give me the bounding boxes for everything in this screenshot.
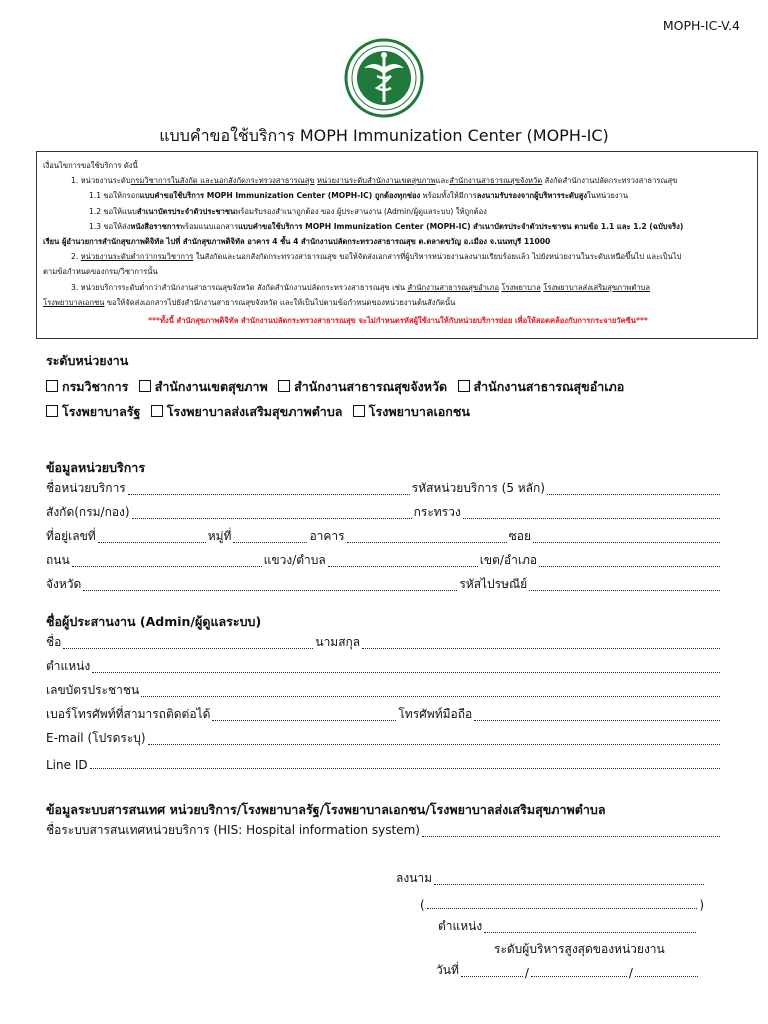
subdistrict-label: แขวง/ตำบล <box>263 553 326 567</box>
unit-code-label: รหัสหน่วยบริการ (5 หลัก) <box>411 481 545 495</box>
affiliation-field[interactable] <box>132 518 412 519</box>
page-title: แบบคำขอใช้บริการ MOPH Immunization Center (MOPH-IC) <box>159 126 609 145</box>
building-field[interactable] <box>347 542 507 543</box>
condition-1-3-address: เรียน ผู้อำนวยการสำนักสุขภาพดิจิทัล ไปที่ สำนักสุขภาพดิจิทัล อาคาร 4 ชั้น 4 สำนักงานปลัดกระทรวงสาธารณสุข ต.ตลาดขวัญ อ.เมือง จ.นนทบุรี 11000 <box>43 237 551 247</box>
email-label: E-mail (โปรดระบุ) <box>46 731 146 745</box>
date-year-field[interactable] <box>635 976 698 977</box>
admin-phone-row <box>46 706 722 724</box>
sign-label: ลงนาม <box>396 871 433 885</box>
condition-1-3: 1.3 ขอให้ส่งหนังสือราชการพร้อมแนบเอกสารแบบคำขอใช้บริการ MOPH Immunization Center (MOPH-IC) สำเนาบัตรประจำตัวประชาชน ตามข้อ 1.1 และ 1.2 (ฉบับจริง) <box>89 221 684 231</box>
subdistrict-field[interactable] <box>328 566 478 567</box>
moo-label: หมู่ที่ <box>207 529 232 543</box>
signature-field[interactable] <box>434 884 704 885</box>
option-private-hospital[interactable]: โรงพยาบาลเอกชน <box>353 404 470 419</box>
mobile-label: โทรศัพท์มือถือ <box>398 707 473 721</box>
date-label: วันที่ <box>436 963 459 977</box>
postal-field[interactable] <box>529 590 720 591</box>
id-card-field[interactable] <box>141 696 720 697</box>
district-field[interactable] <box>539 566 720 567</box>
signature-row <box>396 870 706 888</box>
paren-close: ) <box>699 898 704 912</box>
option-health-region[interactable]: สำนักงานเขตสุขภาพ <box>139 379 268 394</box>
phone-field[interactable] <box>212 720 396 721</box>
email-field[interactable] <box>148 744 720 745</box>
id-card-label: เลขบัตรประชาชน <box>46 683 140 697</box>
checkbox[interactable] <box>353 405 365 417</box>
date-row <box>436 962 700 980</box>
date-slash-2: / <box>628 966 633 980</box>
district-label: เขต/อำเภอ <box>479 553 538 567</box>
province-field[interactable] <box>83 590 457 591</box>
condition-1-1: 1.1 ขอให้กรอกแบบคำขอใช้บริการ MOPH Immunization Center (MOPH-IC) ถูกต้องทุกช่อง พร้อมทั้งให้มีการลงนามรับรองจากผู้บริหารระดับสูงในหน่วยงาน <box>89 191 629 201</box>
last-name-field[interactable] <box>362 648 720 649</box>
admin-info-heading: ชื่อผู้ประสานงาน (Admin/ผู้ดูแลระบบ) <box>46 614 262 629</box>
unit-code-field[interactable] <box>547 494 720 495</box>
checkbox[interactable] <box>139 380 151 392</box>
road-field[interactable] <box>72 566 262 567</box>
condition-1-2: 1.2 ขอให้แนบสำเนาบัตรประจำตัวประชาชนพร้อมรับรองสำเนาถูกต้อง ของ ผู้ประสานงาน (Admin/ผู้ดูแลระบบ) ให้ถูกต้อง <box>89 206 487 216</box>
checkbox[interactable] <box>46 405 58 417</box>
agency-level-heading: ระดับหน่วยงาน <box>46 353 129 368</box>
admin-id-row <box>46 682 722 700</box>
ministry-field[interactable] <box>463 518 720 519</box>
document-code: MOPH-IC-V.4 <box>662 18 740 33</box>
signer-position-label: ตำแหน่ง <box>438 919 483 933</box>
option-academic-dept[interactable]: กรมวิชาการ <box>46 379 128 394</box>
signer-position-field[interactable] <box>484 932 696 933</box>
checkbox[interactable] <box>278 380 290 392</box>
date-slash-1: / <box>524 966 529 980</box>
printed-name-field[interactable] <box>427 908 698 909</box>
agency-level-row-1 <box>46 377 630 397</box>
option-public-hospital[interactable]: โรงพยาบาลรัฐ <box>46 404 140 419</box>
condition-1: 1. หน่วยงานระดับกรมวิชาการในสังกัด และนอกสังกัดกระทรวงสาธารณสุข หน่วยงานระดับสำนักงานเขตสุขภาพและสำนักงานสาธารณสุขจังหวัด สังกัดสำนักงานปลัดกระทรวงสาธารณสุข <box>71 176 678 186</box>
affiliation-label: สังกัด(กรม/กอง) <box>46 505 130 519</box>
option-district-health[interactable]: สำนักงานสาธารณสุขอำเภอ <box>458 379 625 394</box>
road-label: ถนน <box>46 553 70 567</box>
checkbox[interactable] <box>458 380 470 392</box>
moph-seal-logo <box>344 38 424 118</box>
executive-caption: ระดับผู้บริหารสูงสุดของหน่วยงาน <box>494 942 665 956</box>
signer-position-row <box>438 918 698 936</box>
phone-label: เบอร์โทรศัพท์ที่สามารถติดต่อได้ <box>46 707 211 721</box>
moo-field[interactable] <box>233 542 307 543</box>
unit-info-heading: ข้อมูลหน่วยบริการ <box>46 460 146 475</box>
first-name-field[interactable] <box>63 648 313 649</box>
last-name-label: นามสกุล <box>315 635 361 649</box>
date-day-field[interactable] <box>461 976 523 977</box>
conditions-heading: เงื่อนไขการขอใช้บริการ ดังนี้ <box>43 161 138 170</box>
his-name-field[interactable] <box>422 836 720 837</box>
first-name-label: ชื่อ <box>46 635 62 649</box>
affiliation-row <box>46 504 722 522</box>
checkbox[interactable] <box>151 405 163 417</box>
printed-name-row <box>420 894 704 912</box>
checkbox[interactable] <box>46 380 58 392</box>
soi-field[interactable] <box>533 542 720 543</box>
condition-3: 3. หน่วยบริการระดับต่ำกว่าสำนักงานสาธารณสุขจังหวัด สังกัดสำนักงานปลัดกระทรวงสาธารณสุข เช่น สำนักงานสาธารณสุขอำเภอ โรงพยาบาล โรงพยาบาลส่งเสริมสุขภาพตำบล <box>71 282 650 292</box>
province-row <box>46 576 722 594</box>
condition-2: 2. หน่วยงานระดับต่ำกว่ากรมวิชาการ ในสังกัดและนอกสังกัดกระทรวงสาธารณสุข ขอให้จัดส่งเอกสารที่ผู้บริหารหน่วยงานลงนามเรียบร้อยแล้ว ไปยังหน่วยงานในระดับเหนือขึ้นไป และเป็นไป <box>71 252 682 262</box>
condition-3-cont: โรงพยาบาลเอกชน ขอให้จัดส่งเอกสารไปยังสำนักงานสาธารณสุขจังหวัด และให้เป็นไปตามข้อกำหนดของหน่วยงานต้นสังกัดนั้น <box>43 297 456 307</box>
position-label: ตำแหน่ง <box>46 659 91 673</box>
ministry-label: กระทรวง <box>413 505 461 519</box>
important-note: ***ทั้งนี้ สำนักสุขภาพดิจิทัล สำนักงานปลัดกระทรวงสาธารณสุข จะไม่กำหนดรหัสผู้ใช้งานให้กับหน่วยบริการย่อย เพื่อให้สอดคล้องกับการกระจายวัคซีน*** <box>148 316 648 326</box>
his-name-row <box>46 822 722 840</box>
soi-label: ซอย <box>508 529 531 543</box>
road-row <box>46 552 722 570</box>
admin-position-row <box>46 658 722 676</box>
his-info-heading: ข้อมูลระบบสารสนเทศ หน่วยบริการ/โรงพยาบาลรัฐ/โรงพยาบาลเอกชน/โรงพยาบาลส่งเสริมสุขภาพตำบล <box>46 802 606 817</box>
admin-name-row <box>46 634 722 652</box>
position-field[interactable] <box>92 672 720 673</box>
postal-label: รหัสไปรษณีย์ <box>459 577 528 591</box>
condition-2-cont: ตามข้อกำหนดของกรม/วิชาการนั้น <box>43 267 158 277</box>
conditions-box <box>36 151 758 339</box>
his-name-label: ชื่อระบบสารสนเทศหน่วยบริการ (HIS: Hospital information system) <box>46 823 420 837</box>
address-no-field[interactable] <box>98 542 206 543</box>
agency-level-row-2 <box>46 402 476 422</box>
date-month-field[interactable] <box>531 976 627 977</box>
unit-name-row <box>46 480 722 498</box>
mobile-field[interactable] <box>474 720 720 721</box>
address-no-label: ที่อยู่เลขที่ <box>46 529 96 543</box>
option-sub-district-hospital[interactable]: โรงพยาบาลส่งเสริมสุขภาพตำบล <box>151 404 343 419</box>
line-id-field[interactable] <box>90 768 720 769</box>
admin-line-row <box>46 754 722 772</box>
option-provincial-health[interactable]: สำนักงานสาธารณสุขจังหวัด <box>278 379 447 394</box>
unit-name-field[interactable] <box>128 494 410 495</box>
admin-email-row <box>46 730 722 748</box>
line-id-label: Line ID <box>46 758 88 772</box>
paren-open: ( <box>420 898 425 912</box>
address-row <box>46 528 722 546</box>
province-label: จังหวัด <box>46 577 82 591</box>
unit-name-label: ชื่อหน่วยบริการ <box>46 481 126 495</box>
building-label: อาคาร <box>309 529 345 543</box>
